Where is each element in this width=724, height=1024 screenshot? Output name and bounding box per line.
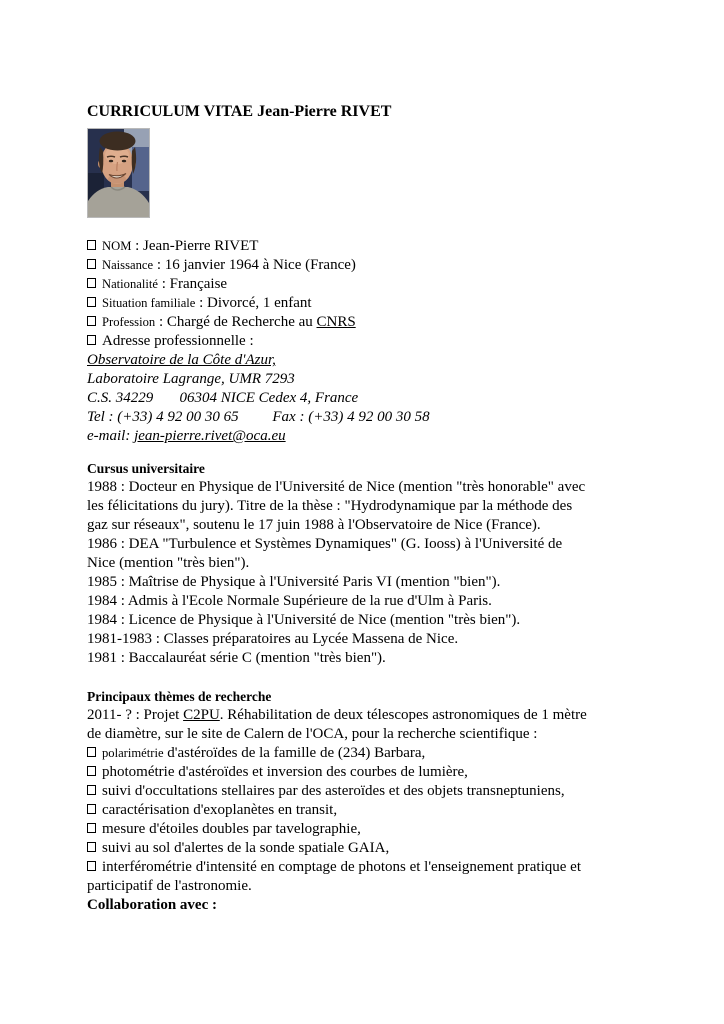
- text-segment: : Divorcé, 1 enfant: [195, 295, 312, 311]
- checkbox-bullet-icon: [87, 259, 96, 269]
- text-segment: : 16 janvier 1964 à Nice (France): [153, 257, 356, 273]
- text-segment: 2011- ? : Projet: [87, 707, 184, 723]
- text-line: [87, 744, 637, 763]
- text-line: [87, 573, 637, 592]
- section-heading-recherche: Principaux thèmes de recherche: [87, 689, 272, 704]
- text-segment: CNRS: [316, 314, 356, 330]
- text-line: [87, 858, 637, 877]
- checkbox-bullet-icon: [87, 785, 96, 795]
- checkbox-bullet-icon: [87, 240, 96, 250]
- text-segment: 1986 : DEA "Turbulence et Systèmes Dynamiques" (G. Iooss) à l'Université de: [87, 536, 563, 552]
- checkbox-bullet-icon: [87, 297, 96, 307]
- text-segment: participatif de l'astronomie.: [87, 878, 252, 894]
- checkbox-bullet-icon: [87, 842, 96, 852]
- recherche-block: [87, 706, 637, 896]
- text-segment: Adresse professionnelle :: [102, 333, 254, 349]
- text-segment: 1981-1983 : Classes préparatoires au Lycée Massena de Nice.: [87, 631, 459, 647]
- text-segment: . Réhabilitation de deux télescopes astronomiques de 1 mètre: [219, 707, 587, 723]
- text-segment: Observatoire de la Côte d'Azur,: [87, 352, 276, 368]
- address-block: [87, 351, 637, 446]
- text-segment: e-mail:: [87, 428, 135, 444]
- text-line: [87, 370, 637, 389]
- text-line: [87, 554, 637, 573]
- page-title: CURRICULUM VITAE Jean-Pierre RIVET: [87, 103, 392, 120]
- text-segment: 1984 : Licence de Physique à l'Université de Nice (mention "très bien").: [87, 612, 521, 628]
- text-line: [87, 516, 637, 535]
- text-line: [87, 313, 637, 332]
- text-line: [87, 332, 637, 351]
- checkbox-bullet-icon: [87, 316, 96, 326]
- text-segment: mesure d'étoiles doubles par tavelographie,: [102, 821, 361, 837]
- text-segment: Laboratoire Lagrange, UMR 7293: [87, 371, 295, 387]
- text-line: [87, 497, 637, 516]
- text-segment: 1988 : Docteur en Physique de l'Université de Nice (mention "très honorable" avec: [87, 479, 586, 495]
- text-segment: 1984 : Admis à l'Ecole Normale Supérieure de la rue d'Ulm à Paris.: [87, 593, 492, 609]
- text-line: [87, 351, 637, 370]
- text-segment: : Chargé de Recherche au: [155, 314, 317, 330]
- checkbox-bullet-icon: [87, 861, 96, 871]
- text-segment: suivi d'occultations stellaires par des asteroïdes et des objets transneptuniens,: [102, 783, 565, 799]
- text-line: [87, 389, 637, 408]
- text-segment: C.S. 34229 06304 NICE Cedex 4, France: [87, 390, 359, 406]
- text-line: [87, 649, 637, 668]
- text-segment: de diamètre, sur le site de Calern de l'OCA, pour la recherche scientifique :: [87, 726, 538, 742]
- text-segment: Profession: [102, 315, 156, 329]
- checkbox-bullet-icon: [87, 278, 96, 288]
- text-line: [87, 275, 637, 294]
- text-segment: Nice (mention "très bien").: [87, 555, 250, 571]
- text-segment: polarimétrie: [102, 746, 164, 760]
- text-segment: Nationalité: [102, 277, 158, 291]
- text-line: [87, 763, 637, 782]
- text-segment: interférométrie d'intensité en comptage de photons et l'enseignement pratique et: [102, 859, 581, 875]
- text-line: [87, 782, 637, 801]
- section-heading-cursus: Cursus universitaire: [87, 461, 205, 476]
- text-line: [87, 725, 637, 744]
- identity-block: [87, 237, 637, 351]
- text-line: [87, 839, 637, 858]
- text-segment: Situation familiale: [102, 296, 196, 310]
- text-line: [87, 592, 637, 611]
- text-line: [87, 630, 637, 649]
- text-line: [87, 706, 637, 725]
- text-line: [87, 237, 637, 256]
- text-line: [87, 801, 637, 820]
- text-segment: C2PU: [183, 707, 220, 723]
- text-line: [87, 256, 637, 275]
- text-line: [87, 611, 637, 630]
- text-segment: Tel : (+33) 4 92 00 30 65 Fax : (+33) 4 92 00 30 58: [87, 409, 430, 425]
- text-line: [87, 535, 637, 554]
- text-segment: caractérisation d'exoplanètes en transit,: [102, 802, 338, 818]
- checkbox-bullet-icon: [87, 766, 96, 776]
- checkbox-bullet-icon: [87, 747, 96, 757]
- text-segment: d'astéroïdes de la famille de (234) Barbara,: [163, 745, 426, 761]
- email-link[interactable]: jean-pierre.rivet@oca.eu: [134, 428, 286, 444]
- text-segment: 1985 : Maîtrise de Physique à l'Université Paris VI (mention "bien").: [87, 574, 501, 590]
- text-line: [87, 427, 637, 446]
- text-segment: photométrie d'astéroïdes et inversion des courbes de lumière,: [102, 764, 468, 780]
- collaboration-heading: Collaboration avec :: [87, 897, 217, 913]
- text-segment: Naissance: [102, 258, 154, 272]
- checkbox-bullet-icon: [87, 804, 96, 814]
- text-segment: gaz sur réseaux", soutenu le 17 juin 1988 à l'Observatoire de Nice (France).: [87, 517, 541, 533]
- portrait-photo-image: [88, 129, 149, 217]
- text-line: [87, 877, 637, 896]
- checkbox-bullet-icon: [87, 335, 96, 345]
- text-segment: les félicitations du jury). Titre de la thèse : "Hydrodynamique par la méthode des: [87, 498, 573, 514]
- text-segment: suivi au sol d'alertes de la sonde spatiale GAIA,: [102, 840, 390, 856]
- text-line: [87, 478, 637, 497]
- text-segment: NOM: [102, 239, 132, 253]
- cursus-block: [87, 478, 637, 668]
- portrait-photo: [87, 128, 150, 218]
- text-segment: 1981 : Baccalauréat série C (mention "très bien").: [87, 650, 386, 666]
- text-line: [87, 408, 637, 427]
- text-line: [87, 820, 637, 839]
- checkbox-bullet-icon: [87, 823, 96, 833]
- text-segment: : Jean-Pierre RIVET: [131, 238, 259, 254]
- text-line: [87, 294, 637, 313]
- text-segment: : Française: [157, 276, 228, 292]
